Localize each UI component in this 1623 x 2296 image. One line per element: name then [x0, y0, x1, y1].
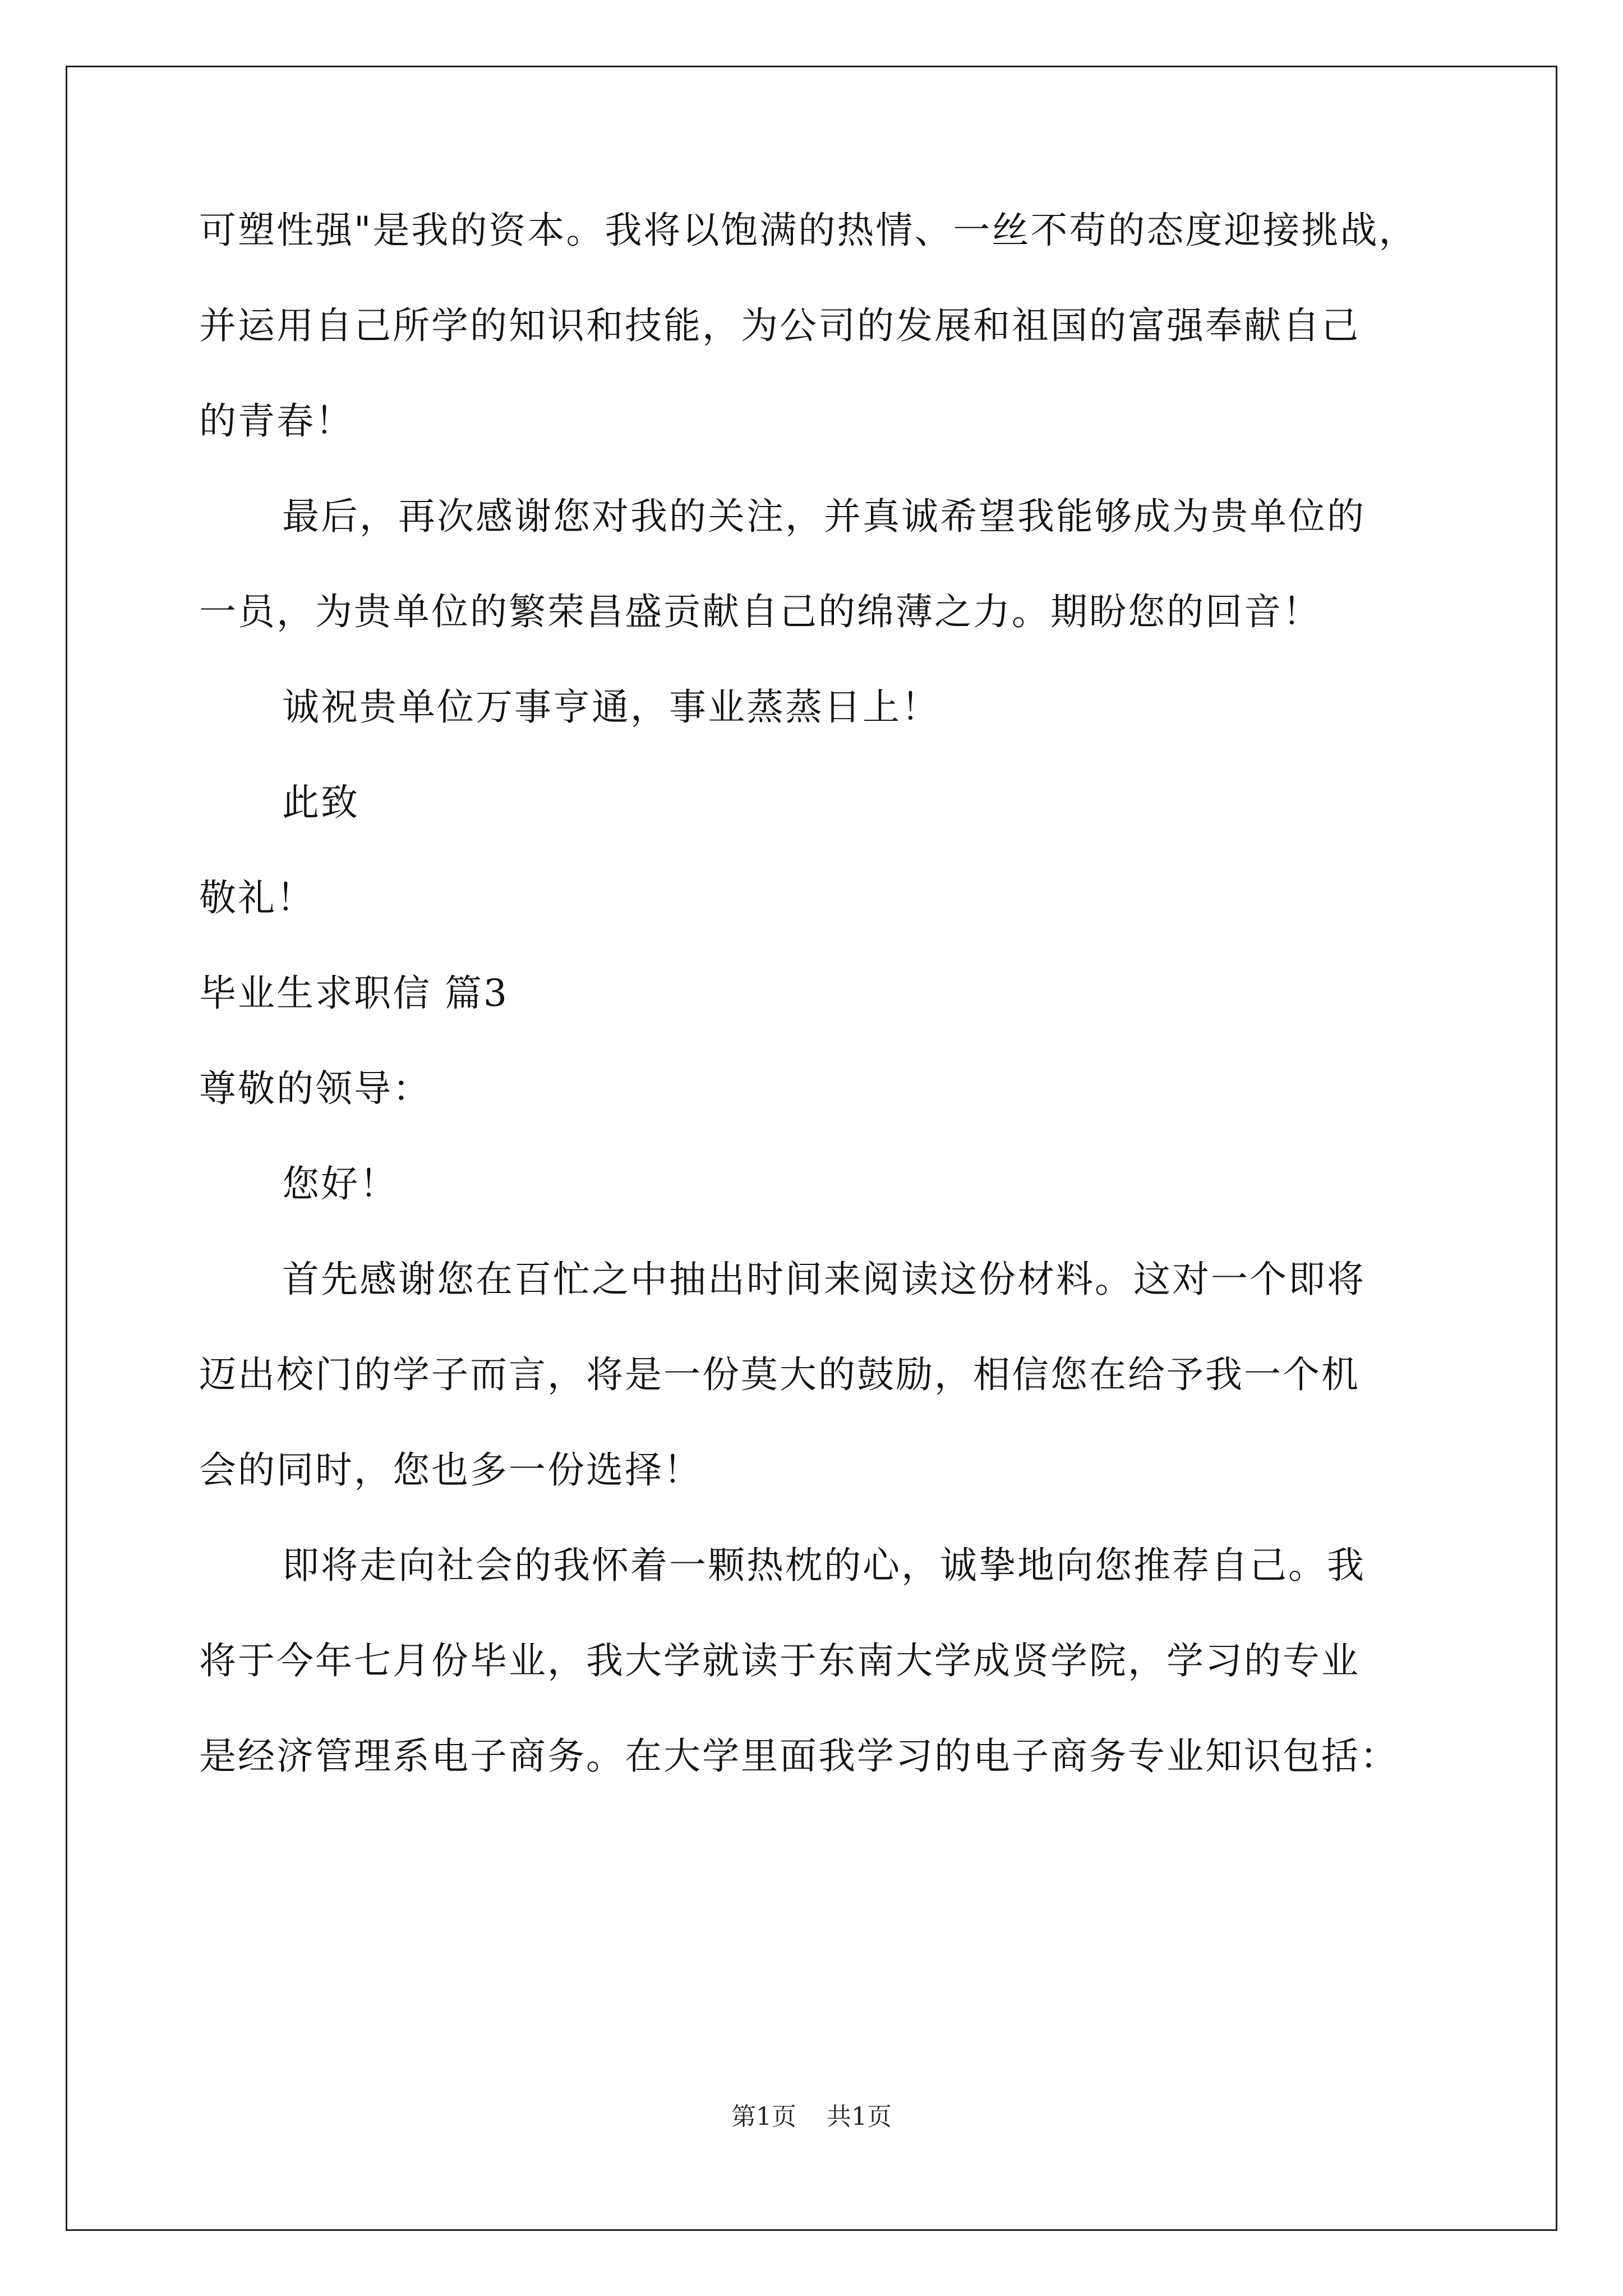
text-line: 迈出校门的学子而言，将是一份莫大的鼓励，相信您在给予我一个机 — [199, 1353, 1360, 1396]
document-body — [199, 209, 1433, 1833]
page-number: 第1页 — [731, 2102, 796, 2131]
section-heading: 毕业生求职信 篇3 — [199, 972, 509, 1015]
text-line: 可塑性强"是我的资本。我将以饱满的热情、一丝不苟的态度迎接挑战， — [199, 209, 1418, 252]
page-total: 共1页 — [827, 2102, 892, 2131]
greeting-line: 尊敬的领导： — [199, 1067, 431, 1110]
text-line: 一员，为贵单位的繁荣昌盛贡献自己的绵薄之力。期盼您的回音！ — [199, 590, 1321, 633]
text-line: 您好！ — [282, 1162, 398, 1205]
text-line: 会的同时，您也多一份选择！ — [199, 1448, 702, 1492]
text-line: 即将走向社会的我怀着一颗热枕的心，诚挚地向您推荐自己。我 — [282, 1544, 1366, 1587]
text-line: 是经济管理系电子商务。在大学里面我学习的电子商务专业知识包括： — [199, 1734, 1399, 1778]
page-footer — [0, 2102, 1623, 2131]
text-line: 将于今年七月份毕业，我大学就读于东南大学成贤学院，学习的专业 — [199, 1639, 1360, 1682]
text-line: 的青春！ — [199, 399, 354, 443]
text-line: 诚祝贵单位万事亨通，事业蒸蒸日上！ — [282, 685, 940, 729]
closing-line: 此致 — [282, 781, 359, 824]
salutation-line: 敬礼！ — [199, 876, 315, 919]
text-line: 首先感谢您在百忙之中抽出时间来阅读这份材料。这对一个即将 — [282, 1258, 1366, 1301]
text-line: 最后，再次感谢您对我的关注，并真诚希望我能够成为贵单位的 — [282, 495, 1366, 538]
text-line: 并运用自己所学的知识和技能，为公司的发展和祖国的富强奉献自己 — [199, 304, 1360, 347]
